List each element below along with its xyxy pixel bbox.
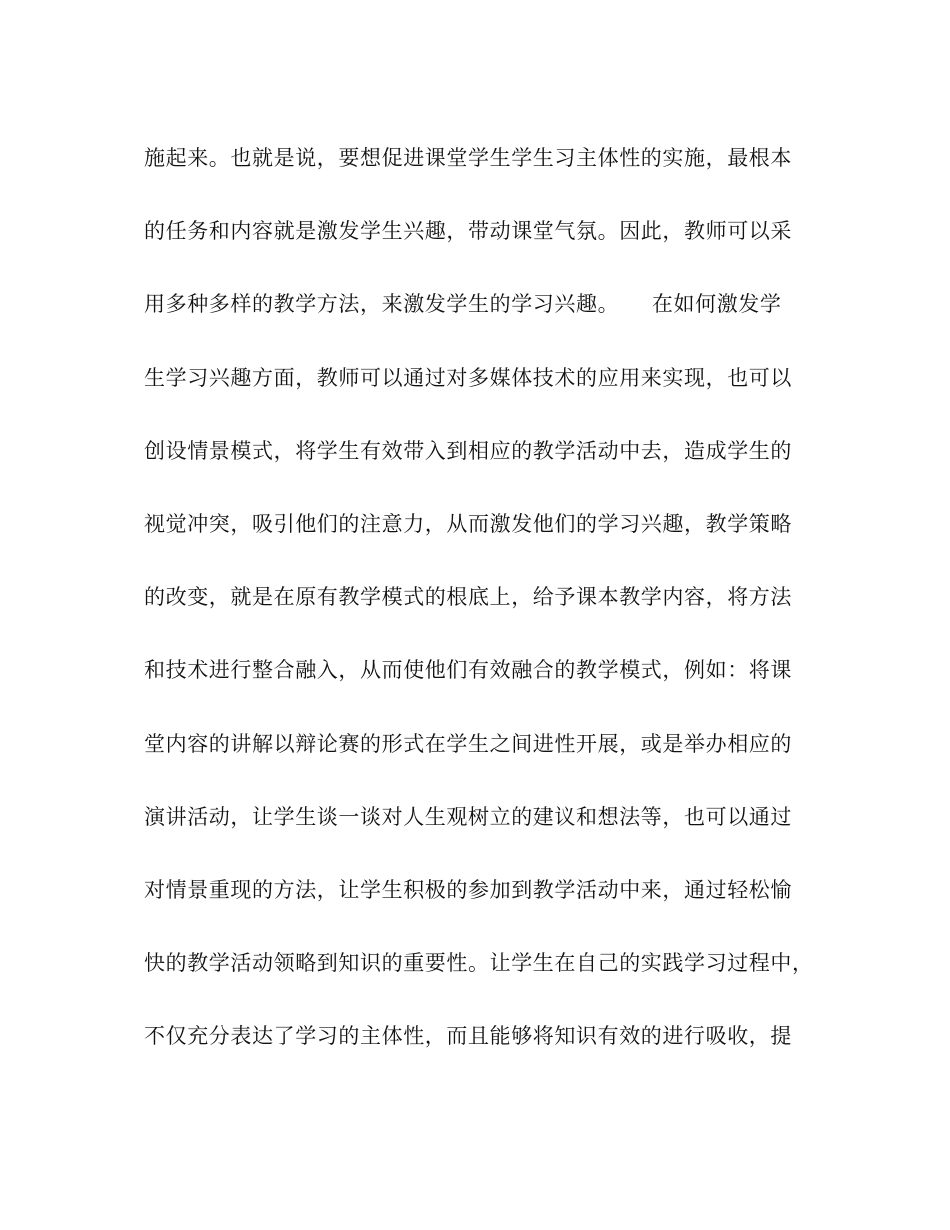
text-line-12: 快的教学活动领略到知识的重要性。让学生在自己的实践学习过程中， xyxy=(144,951,814,976)
text-line-6: 视觉冲突，吸引他们的注意力，从而激发他们的学习兴趣，教学策略 xyxy=(144,511,792,536)
text-line-8: 和技术进行整合融入，从而使他们有效融合的教学模式，例如：将课 xyxy=(144,658,792,683)
text-line-1: 施起来。也就是说，要想促进课堂学生学生习主体性的实施，最根本 xyxy=(144,146,792,170)
text-line-2: 的任务和内容就是激发学生兴趣，带动课堂气氛。因此，教师可以采 xyxy=(144,219,792,244)
text-line-7: 的改变，就是在原有教学模式的根底上，给予课本教学内容，将方法 xyxy=(144,585,792,610)
text-line-4: 生学习兴趣方面，教师可以通过对多媒体技术的应用来实现，也可以 xyxy=(144,365,792,390)
text-line-5: 创设情景模式，将学生有效带入到相应的教学活动中去，造成学生的 xyxy=(144,438,792,463)
text-line-3: 用多种多样的教学方法，来激发学生的学习兴趣。 在如何激发学 xyxy=(144,292,782,317)
body-text xyxy=(144,135,814,1086)
text-line-9: 堂内容的讲解以辩论赛的形式在学生之间进性开展，或是举办相应的 xyxy=(144,731,792,756)
text-line-11: 对情景重现的方法，让学生积极的参加到教学活动中来，通过轻松愉 xyxy=(144,877,792,902)
text-line-13: 不仅充分表达了学习的主体性，而且能够将知识有效的进行吸收，提 xyxy=(144,1024,792,1049)
text-line-10: 演讲活动，让学生谈一谈对人生观树立的建议和想法等，也可以通过 xyxy=(144,804,792,829)
